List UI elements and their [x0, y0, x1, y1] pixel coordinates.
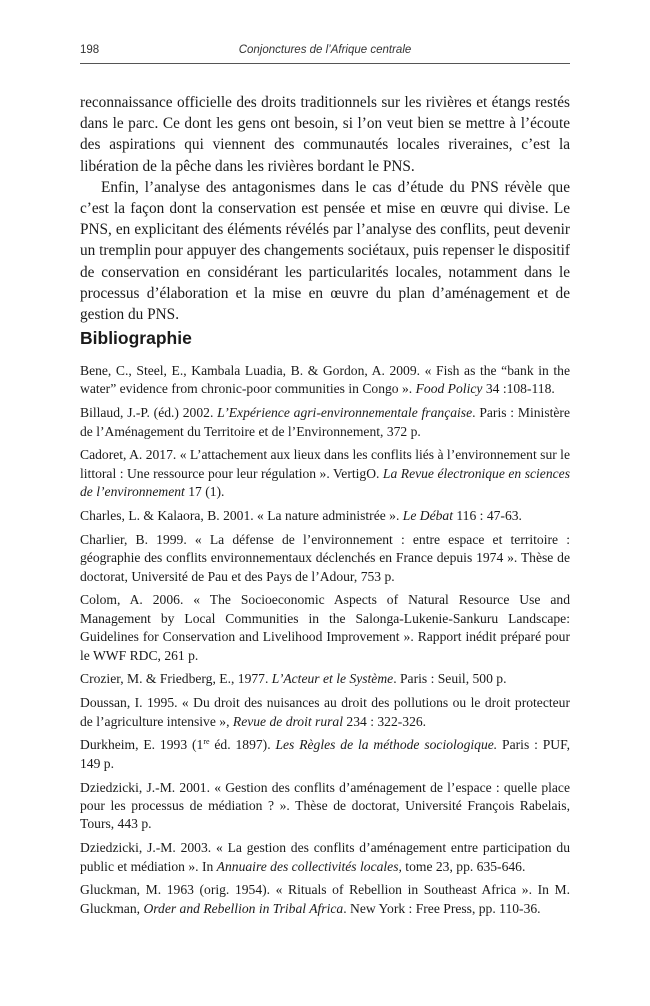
entry-text: Paris : PUF, 149 p. [80, 737, 570, 771]
entry-superscript: re [203, 737, 210, 747]
bibliography-entry [80, 507, 570, 525]
bibliography-entry [80, 591, 570, 665]
entry-text: Gluckman, M. 1963 (orig. 1954). « Rituals of Rebellion in Southeast Africa ». In M. Gluckman, [80, 882, 570, 916]
entry-text: Durkheim, E. 1993 (1 [80, 737, 204, 753]
journal-title: Conjonctures de l’Afrique centrale [238, 44, 412, 56]
entry-italic: La Revue électronique en sciences de l’environnement [80, 465, 570, 500]
entry-text: Charles, L. & Kalaora, B. 2001. « La nature administrée ». [80, 508, 403, 524]
entry-text: Charlier, B. 1999. « La défense de l’environnement : entre espace et territoire : géographie des conflits environnementaux déclenchés en France depuis 1974 ». Thèse de doctorat, Université de Pau et des Pays de l’Adour, 753 p. [80, 531, 570, 584]
entry-text: tome 23, pp. 635-646. [401, 858, 526, 874]
entry-italic: Order and Rebellion in Tribal Africa [143, 900, 344, 916]
bibliography-entry [80, 839, 570, 876]
bibliography-entry [80, 694, 570, 731]
paragraph: reconnaissance officielle des droits traditionnels sur les rivières et étangs restés dans le parc. Ce dont les gens ont besoin, si l’on veut bien se mettre à l’écoute des aspirations qui viennent des communautés locales riveraines, c’est la libération de la pêche dans les rivières bordant le PNS. [80, 94, 570, 175]
entry-italic: Food Policy [415, 381, 483, 397]
body-text [80, 92, 570, 325]
entry-text: 34 :108-118. [482, 381, 555, 397]
paragraph: Enfin, l’analyse des antagonismes dans le cas d’étude du PNS révèle que c’est la façon dont la conservation est pensée et mise en œuvre qui divise. Le PNS, en explicitant des éléments révélés par l’analyse des conflits, peut devenir un tremplin pour appuyer des changements sociétaux, puis repenser le dispositif de conservation en considérant les particularités locales, notamment dans le processus d’élaboration et la mise en œuvre du plan d’aménagement et de gestion du PNS. [80, 178, 570, 324]
entry-italic: Annuaire des collectivités locales, [216, 858, 402, 874]
entry-italic: Revue de droit rural [232, 713, 344, 729]
bibliography-entry [80, 779, 570, 834]
entry-text: . New York : Free Press, pp. 110-36. [343, 900, 541, 916]
bibliography-entry [80, 531, 570, 586]
page [80, 0, 570, 1006]
bibliography-entry [80, 670, 570, 688]
entry-text: 17 (1). [184, 484, 225, 500]
bibliography-entry [80, 881, 570, 918]
entry-text: Crozier, M. & Friedberg, E., 1977. [80, 671, 272, 687]
bibliography-entry [80, 404, 570, 441]
entry-text: 234 : 322-326. [343, 713, 427, 729]
running-head [80, 44, 570, 62]
page-number: 198 [80, 44, 100, 56]
entry-text: éd. 1897). [209, 737, 276, 753]
entry-text: Doussan, I. 1995. « Du droit des nuisances au droit des pollutions ou le droit protecteur de l’agriculture intensive », [80, 695, 570, 729]
entry-italic: L’Acteur et le Système [271, 671, 394, 687]
entry-text: Bene, C., Steel, E., Kambala Luadia, B. & Gordon, A. 2009. « Fish as the “bank in the water” evidence from chronic-poor communities in Congo ». [80, 363, 570, 397]
section-title-bibliographie: Bibliographie [80, 328, 192, 348]
entry-text: Billaud, J.-P. (éd.) 2002. [80, 405, 218, 421]
bibliography-list [80, 362, 570, 924]
header-rule [80, 63, 570, 64]
entry-text: Cadoret, A. 2017. « L’attachement aux lieux dans les conflits liés à l’environnement sur le littoral : Une ressource pour leur régulation ». VertigO. [80, 447, 570, 481]
entry-text: . Paris : Ministère de l’Aménagement du Territoire et de l’Environnement, 372 p. [80, 405, 570, 439]
entry-text: Colom, A. 2006. « The Socioeconomic Aspects of Natural Resource Use and Management by Local Communities in the Salonga-Lukenie-Sankuru Landscape: Guidelines for Conservation and Livelihood Improvement ». Rapport inédit préparé pour le WWF RDC, 261 p. [80, 592, 570, 663]
entry-italic: L’Expérience agri-environnementale française [217, 405, 473, 421]
entry-italic: Le Débat [402, 508, 453, 524]
bibliography-entry [80, 736, 570, 773]
bibliography-entry [80, 362, 570, 399]
entry-text: . Paris : Seuil, 500 p. [393, 671, 507, 687]
entry-text: Dziedzicki, J.-M. 2003. « La gestion des conflits d’aménagement entre participation du public et médiation ». In [80, 840, 570, 874]
entry-italic: Les Règles de la méthode sociologique. [275, 737, 498, 753]
bibliography-entry [80, 446, 570, 501]
entry-text: 116 : 47-63. [452, 508, 522, 524]
entry-text: Dziedzicki, J.-M. 2001. « Gestion des conflits d’aménagement de l’espace : quelle place pour les processus de médiation ? ». Thèse de doctorat, Université François Rabelais, Tours, 443 p. [80, 779, 570, 832]
